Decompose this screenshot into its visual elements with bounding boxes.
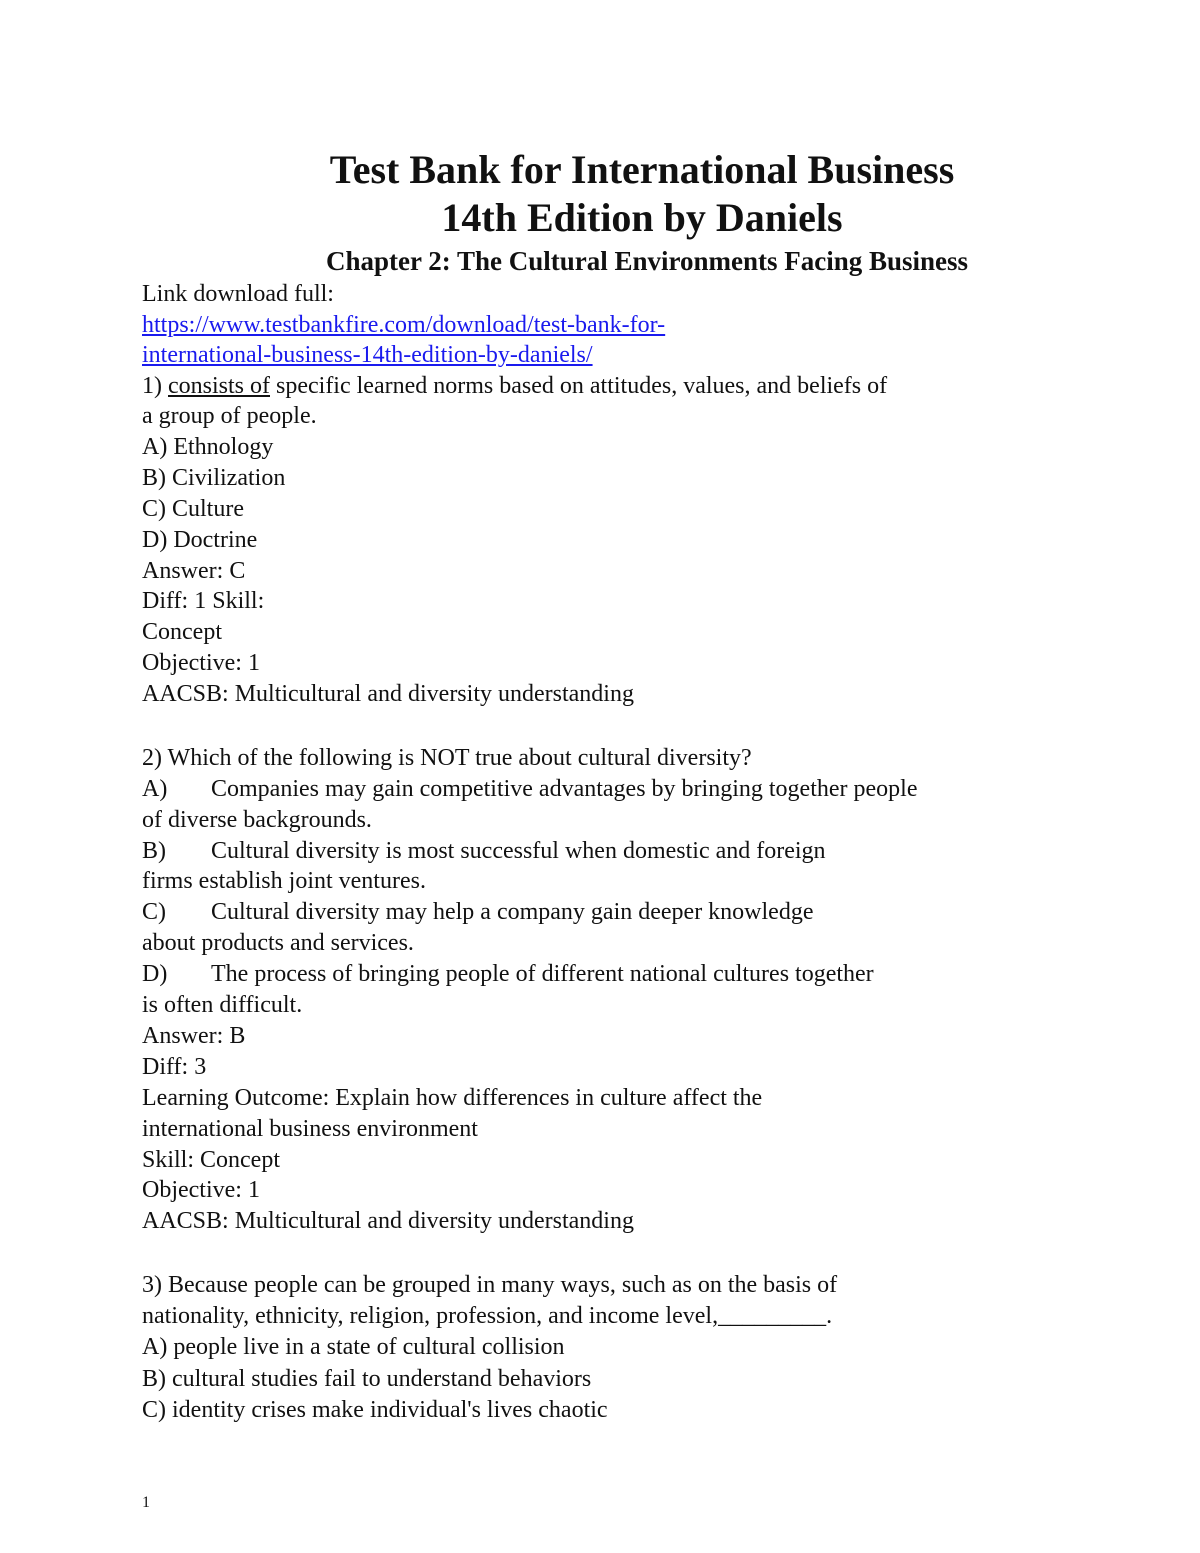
question-1-stem-text: specific learned norms based on attitudes, values, and beliefs of [270,373,888,399]
question-1-answer: Answer: C [142,558,246,584]
question-1-option-b: B) Civilization [142,465,286,491]
question-1-stem-line-2: a group of people. [142,403,317,429]
question-1-option-a: A) Ethnology [142,434,274,460]
question-2-learning-outcome-cont: international business environment [142,1116,478,1142]
option-label: A) [142,776,168,802]
option-label: D) [142,961,168,987]
question-3-stem: 3) Because people can be grouped in many ways, such as on the basis of [142,1272,838,1298]
question-1-stem [142,371,887,401]
question-1-blank-phrase: consists of [168,373,270,399]
question-2-option-a-cont: of diverse backgrounds. [142,807,372,833]
question-1-option-c: C) Culture [142,496,244,522]
question-2-option-d [142,959,874,989]
option-label: C) [142,899,166,925]
question-3-option-a: A) people live in a state of cultural collision [142,1334,565,1360]
question-3-option-c: C) identity crises make individual's lives chaotic [142,1397,608,1423]
question-2-stem: 2) Which of the following is NOT true about cultural diversity? [142,745,752,771]
question-2-option-c-cont: about products and services. [142,930,414,956]
option-text: The process of bringing people of different national cultures together [211,961,874,987]
question-1-objective: Objective: 1 [142,650,260,676]
download-link-line-2[interactable] [142,340,593,370]
question-2-learning-outcome: Learning Outcome: Explain how differences in culture affect the [142,1085,763,1111]
chapter-heading: Chapter 2: The Cultural Environments Facing Business [325,246,969,276]
question-2-option-a [142,774,917,804]
question-1-aacsb: AACSB: Multicultural and diversity understanding [142,681,634,707]
download-link-line-1[interactable] [142,310,665,340]
question-2-option-c [142,897,813,927]
question-1-difficulty: Diff: 1 Skill: [142,588,265,614]
question-2-option-b-cont: firms establish joint ventures. [142,868,426,894]
option-text: Cultural diversity may help a company gain deeper knowledge [211,899,814,925]
option-text: Companies may gain competitive advantages by bringing together people [211,776,918,802]
question-2-skill: Skill: Concept [142,1147,280,1173]
document-title-line-2: 14th Edition by Daniels [441,195,843,240]
question-3-stem-line-2: nationality, ethnicity, religion, profession, and income level,_________. [142,1303,833,1329]
document-title-line-1: Test Bank for International Business [329,147,955,192]
question-2-aacsb: AACSB: Multicultural and diversity understanding [142,1208,634,1234]
download-link-continued[interactable]: international-business-14th-edition-by-daniels/ [142,342,593,368]
question-1-skill: Concept [142,619,222,645]
question-2-option-b [142,836,826,866]
page-number: 1 [142,1494,150,1511]
option-label: B) [142,838,166,864]
question-1-number: 1) [142,373,162,399]
question-2-difficulty: Diff: 3 [142,1054,207,1080]
question-1-option-d: D) Doctrine [142,527,258,553]
question-3-option-b: B) cultural studies fail to understand behaviors [142,1366,592,1392]
question-2-answer: Answer: B [142,1023,246,1049]
option-text: Cultural diversity is most successful when domestic and foreign [211,838,826,864]
question-2-option-d-cont: is often difficult. [142,992,303,1018]
download-label: Link download full: [142,281,334,307]
question-2-objective: Objective: 1 [142,1177,260,1203]
download-link[interactable]: https://www.testbankfire.com/download/test-bank-for- [142,312,666,338]
